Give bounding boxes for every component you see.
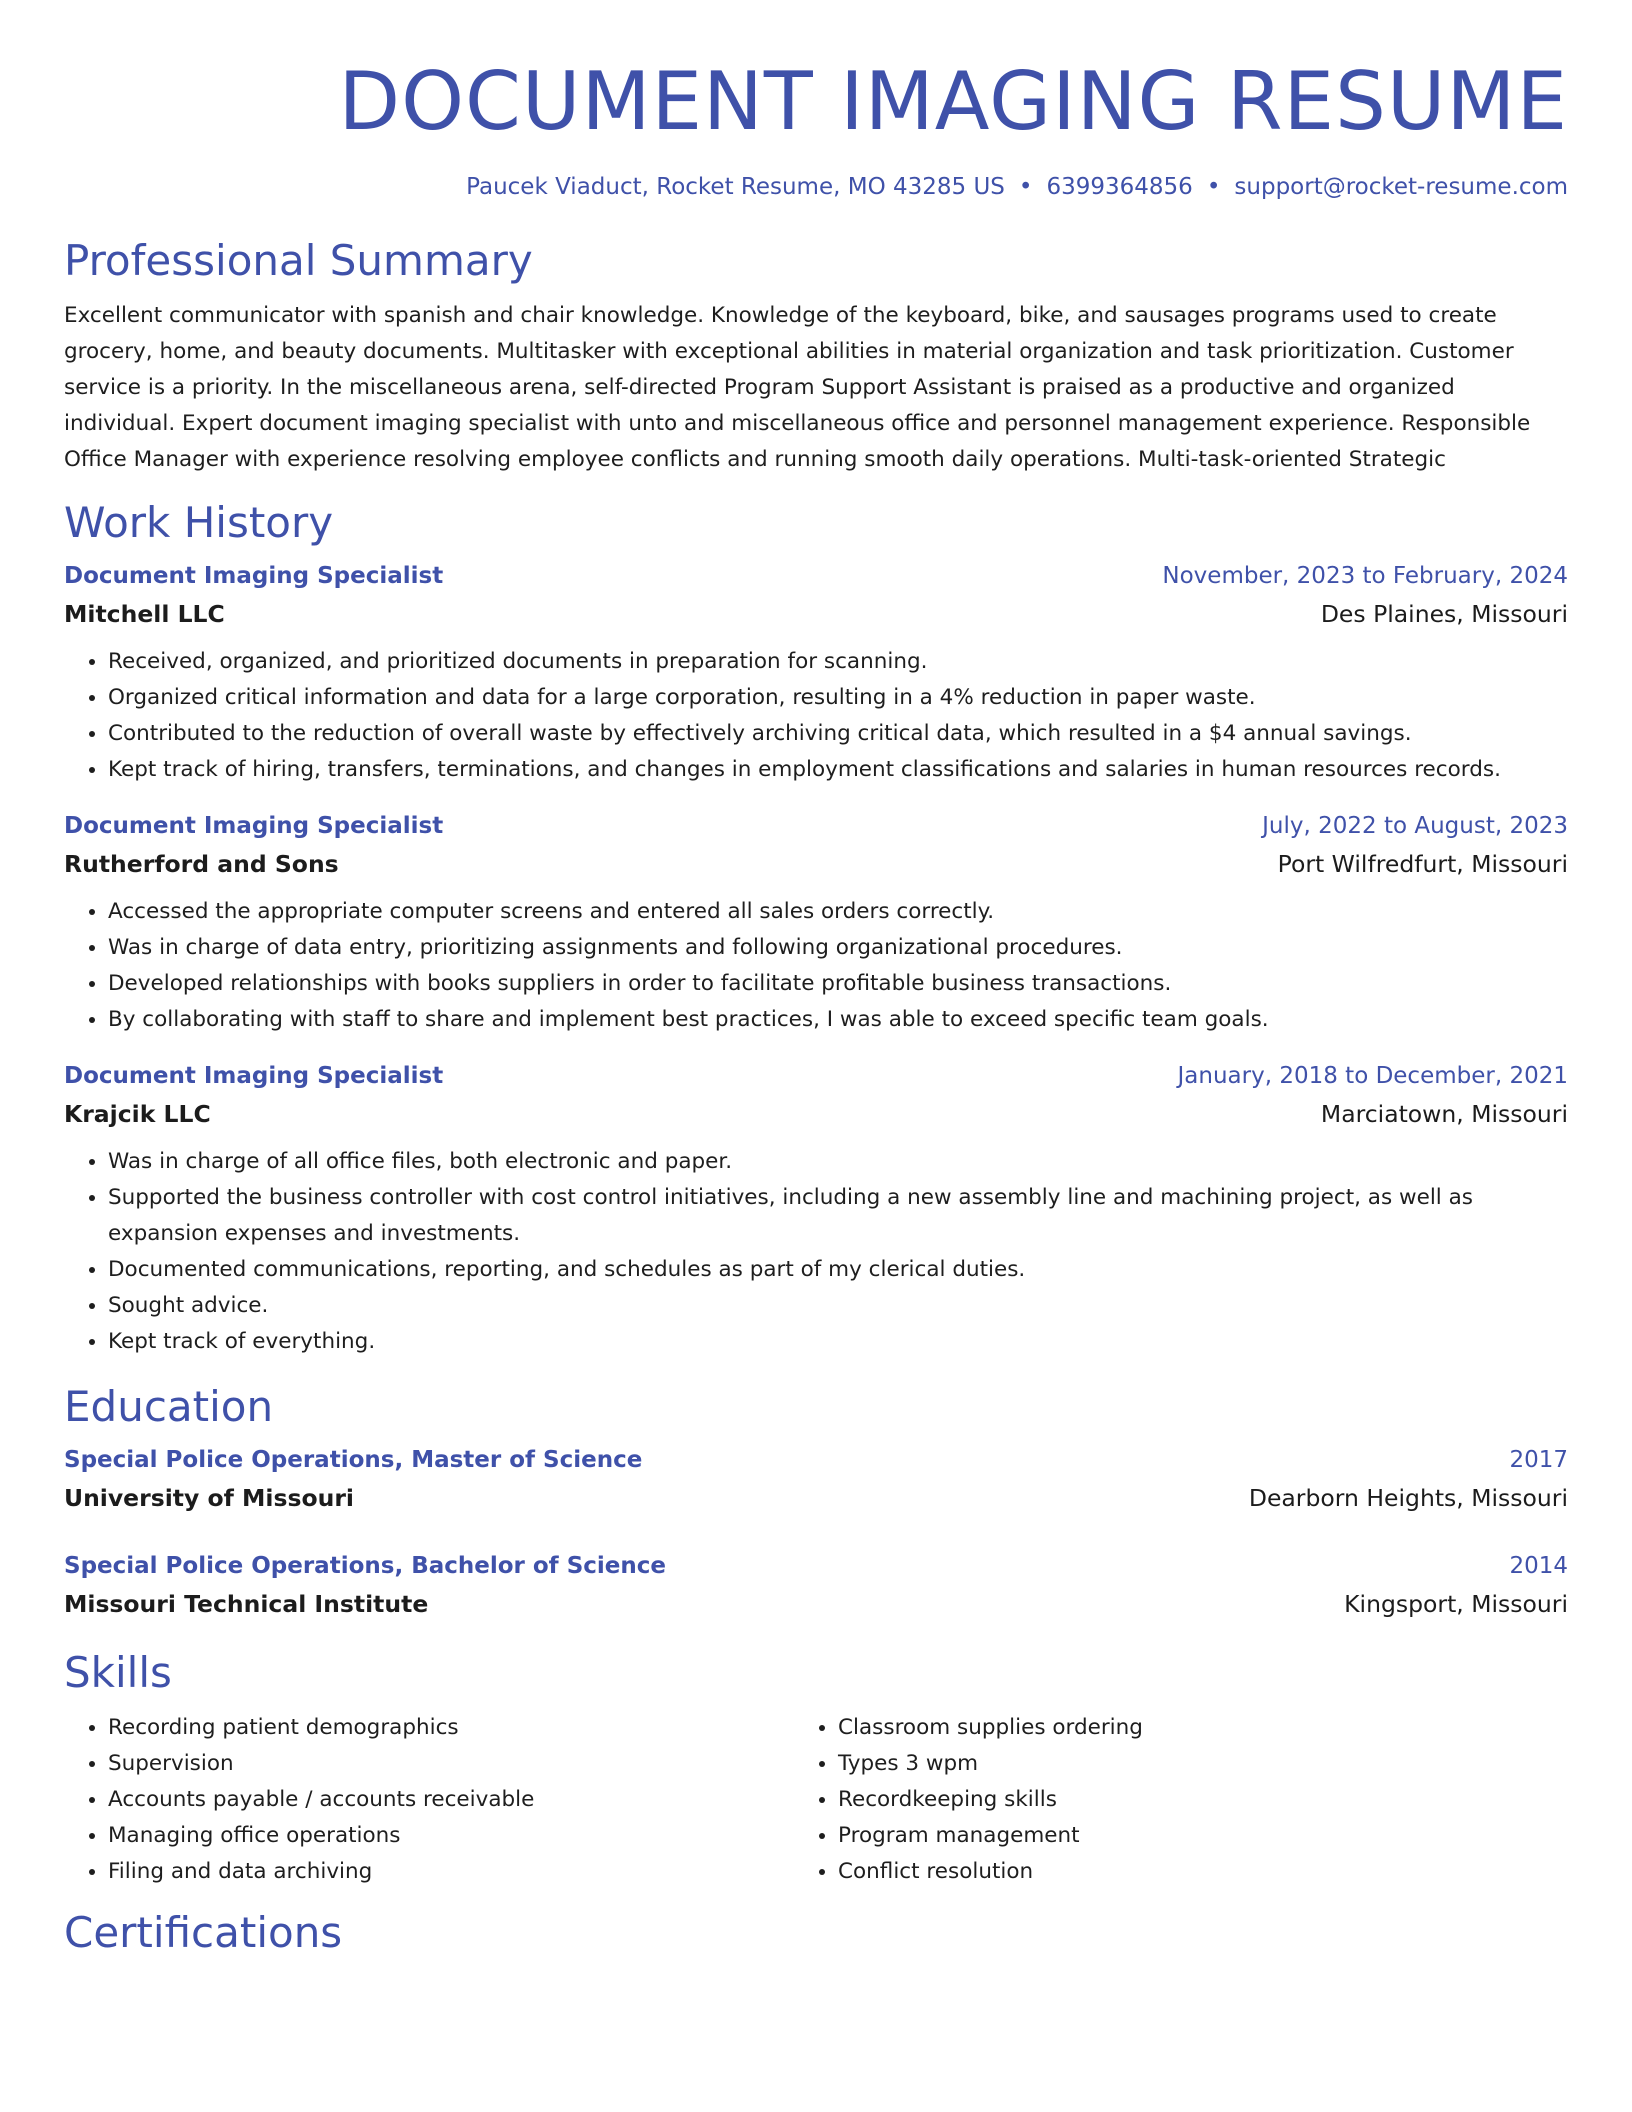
job-bullet: • Sought advice. [108, 1288, 1568, 1324]
job-bullet: • Contributed to the reduction of overall waste by effectively archiving critical data, which resulted in a $4 annual savings. [108, 716, 1568, 752]
section-title-work-history: Work History [64, 498, 334, 547]
contact-phone: 6399364856 [1046, 174, 1193, 200]
job-bullet: • Kept track of hiring, transfers, terminations, and changes in employment classifications and salaries in human resources records. [108, 752, 1568, 788]
job-bullet: • Received, organized, and prioritized documents in preparation for scanning. [108, 644, 1568, 680]
job-bullet: • Developed relationships with books suppliers in order to facilitate profitable business transactions. [108, 966, 1568, 1002]
job-bullet: • Kept track of everything. [108, 1324, 1568, 1360]
summary-text: Excellent communicator with spanish and chair knowledge. Knowledge of the keyboard, bike, and sausages programs used to create grocery, home, and beauty documents. Multitasker with exceptional abilities in material organization and task prioritization. Customer service is a priority. In the miscellaneous arena, self-directed Program Support Assistant is praised as a productive and organized individual. Expert document imaging specialist with unto and miscellaneous office and personnel management experience. Responsible Office Manager with experience resolving employee conflicts and running smooth daily operations. Multi-task-oriented Strategic [64, 303, 1531, 472]
education-year: 2017 [1509, 1447, 1568, 1473]
job-bullet: • Was in charge of data entry, prioritizing assignments and following organizational procedures. [108, 930, 1568, 966]
job-company: Rutherford and Sons [64, 850, 339, 878]
job-bullet: • Organized critical information and data for a large corporation, resulting in a 4% reduction in paper waste. [108, 680, 1568, 716]
job-entry [64, 808, 1568, 1038]
skill-item: • Filing and data archiving [108, 1854, 762, 1890]
skill-item: • Recordkeeping skills [838, 1782, 1568, 1818]
job-title: Document Imaging Specialist [64, 813, 444, 839]
education-school: University of Missouri [64, 1484, 354, 1512]
skill-item: • Accounts payable / accounts receivable [108, 1782, 762, 1818]
contact-line [64, 170, 1568, 204]
job-bullets [64, 1144, 1568, 1360]
job-dates: January, 2018 to December, 2021 [1177, 1063, 1568, 1089]
education-year: 2014 [1509, 1553, 1568, 1579]
skills-column-right [762, 1710, 1568, 1890]
job-entry [64, 558, 1568, 788]
job-bullets [64, 644, 1568, 788]
job-bullet: • Was in charge of all office files, both electronic and paper. [108, 1144, 1568, 1180]
skill-item: • Supervision [108, 1746, 762, 1782]
section-title-skills: Skills [64, 1648, 172, 1697]
resume-title: DOCUMENT IMAGING RESUME [338, 55, 1568, 148]
job-location: Des Plaines, Missouri [1320, 600, 1568, 628]
job-bullets [64, 894, 1568, 1038]
education-school: Missouri Technical Institute [64, 1590, 429, 1618]
job-location: Port Wilfredfurt, Missouri [1277, 850, 1568, 878]
job-company: Krajcik LLC [64, 1100, 211, 1128]
skill-item: • Conflict resolution [838, 1854, 1568, 1890]
education-degree: Special Police Operations, Bachelor of Science [64, 1553, 666, 1579]
contact-email: support@rocket-resume.com [1234, 174, 1568, 200]
contact-address: Paucek Viaduct, Rocket Resume, MO 43285 US [466, 174, 1005, 200]
job-bullet: • Documented communications, reporting, and schedules as part of my clerical duties. [108, 1252, 1568, 1288]
skill-item: • Program management [838, 1818, 1568, 1854]
skill-item: • Recording patient demographics [108, 1710, 762, 1746]
job-dates: July, 2022 to August, 2023 [1262, 813, 1568, 839]
education-location: Kingsport, Missouri [1344, 1590, 1568, 1618]
job-location: Marciatown, Missouri [1320, 1100, 1568, 1128]
job-bullet: • By collaborating with staff to share and implement best practices, I was able to exceed specific team goals. [108, 1002, 1568, 1038]
skill-item: • Managing office operations [108, 1818, 762, 1854]
job-bullet: • Accessed the appropriate computer screens and entered all sales orders correctly. [108, 894, 1568, 930]
job-dates: November, 2023 to February, 2024 [1162, 563, 1568, 589]
education-entry [64, 1548, 1568, 1624]
job-title: Document Imaging Specialist [64, 1063, 444, 1089]
job-bullet: • Supported the business controller with cost control initiatives, including a new assembly line and machining project, as well as expansion expenses and investments. [108, 1180, 1568, 1252]
skills-list [64, 1710, 1568, 1890]
job-entry [64, 1058, 1568, 1360]
skill-item: • Types 3 wpm [838, 1746, 1568, 1782]
skill-item: • Classroom supplies ordering [838, 1710, 1568, 1746]
resume-page [64, 0, 1568, 1960]
section-title-education: Education [64, 1382, 274, 1431]
job-title: Document Imaging Specialist [64, 563, 444, 589]
contact-separator: • [1206, 174, 1221, 200]
contact-separator: • [1018, 174, 1033, 200]
section-title-summary: Professional Summary [64, 236, 533, 285]
education-degree: Special Police Operations, Master of Science [64, 1447, 643, 1473]
section-title-certifications: Certifications [64, 1908, 343, 1957]
education-location: Dearborn Heights, Missouri [1248, 1484, 1568, 1512]
education-entry [64, 1442, 1568, 1518]
job-company: Mitchell LLC [64, 600, 225, 628]
skills-column-left [64, 1710, 762, 1890]
